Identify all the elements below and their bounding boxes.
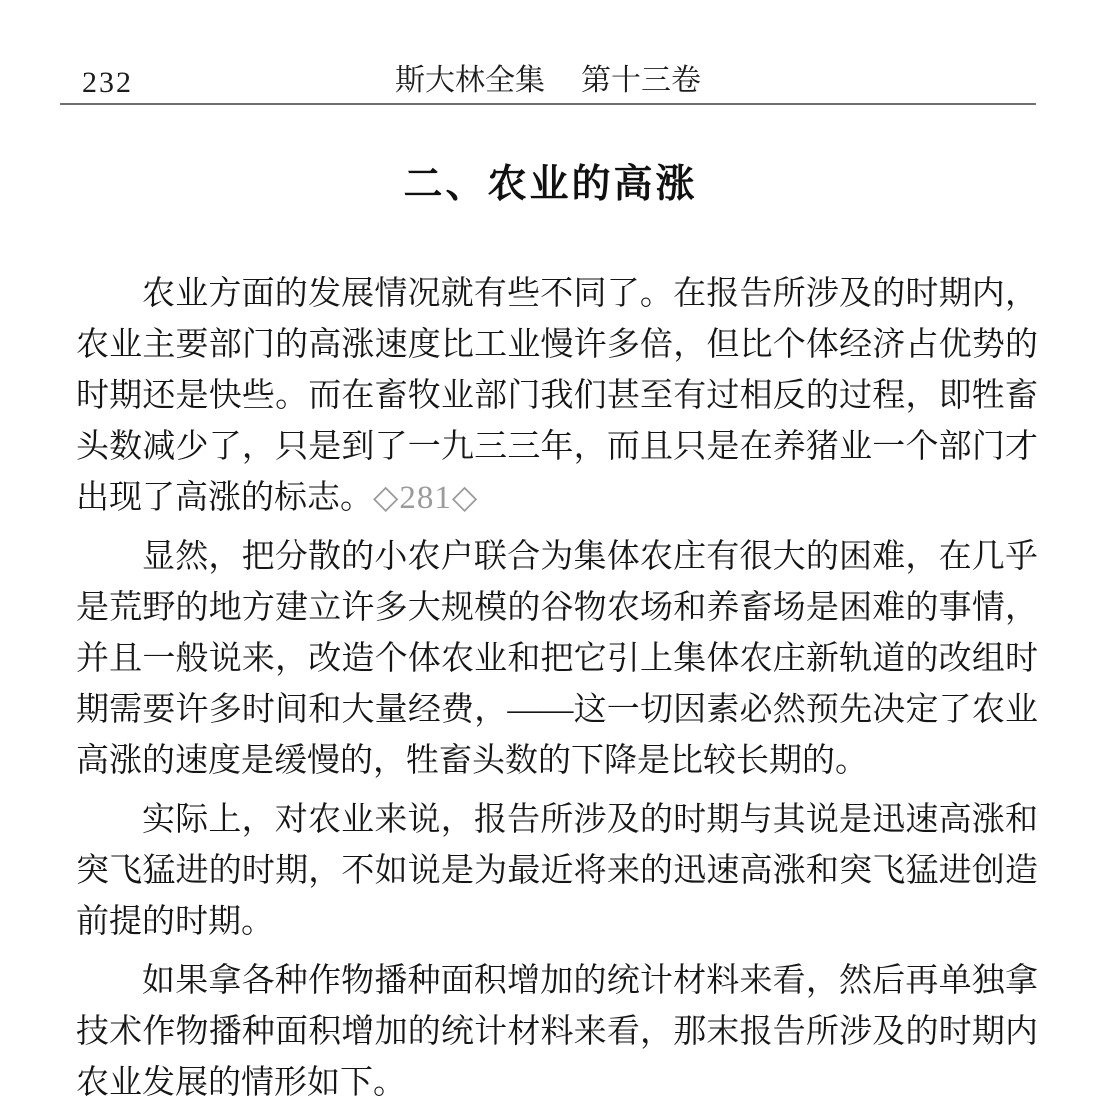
paragraph <box>76 532 1038 787</box>
running-header-title <box>60 64 1036 98</box>
paragraph <box>76 795 1038 948</box>
page-number: 232 <box>82 66 133 99</box>
page-body <box>76 269 1038 1102</box>
running-header <box>60 64 1036 102</box>
paragraph <box>76 956 1038 1102</box>
paragraph-text: 实际上，对农业来说，报告所涉及的时期与其说是迅速高涨和突飞猛进的时期，不如说是为最近将来的迅速高涨和突飞猛进创造前提的时期。 <box>76 802 1038 940</box>
book-title: 斯大林全集 <box>395 64 545 97</box>
header-rule <box>60 103 1036 105</box>
volume-label: 第十三卷 <box>581 64 701 97</box>
paragraph-text: 农业方面的发展情况就有些不同了。在报告所涉及的时期内，农业主要部门的高涨速度比工业慢许多倍，但比个体经济占优势的时期还是快些。而在畜牧业部门我们甚至有过相反的过程，即牲畜头数减少了，只是到了一九三三年，而且只是在养猪业一个部门才出现了高涨的标志。 <box>76 276 1038 516</box>
paragraph-text: 如果拿各种作物播种面积增加的统计材料来看，然后再单独拿技术作物播种面积增加的统计材料来看，那末报告所涉及的时期内农业发展的情形如下。 <box>76 963 1038 1101</box>
inline-page-marker: ◇281◇ <box>373 480 479 516</box>
paragraph <box>76 269 1038 524</box>
section-title: 二、农业的高涨 <box>403 163 698 206</box>
paragraph-text: 显然，把分散的小农户联合为集体农庄有很大的困难，在几乎是荒野的地方建立许多大规模的谷物农场和养畜场是困难的事情，并且一般说来，改造个体农业和把它引上集体农庄新轨道的改组时期需要许多时间和大量经费，——这一切因素必然预先决定了农业高涨的速度是缓慢的，牲畜头数的下降是比较长期的。 <box>76 539 1038 779</box>
